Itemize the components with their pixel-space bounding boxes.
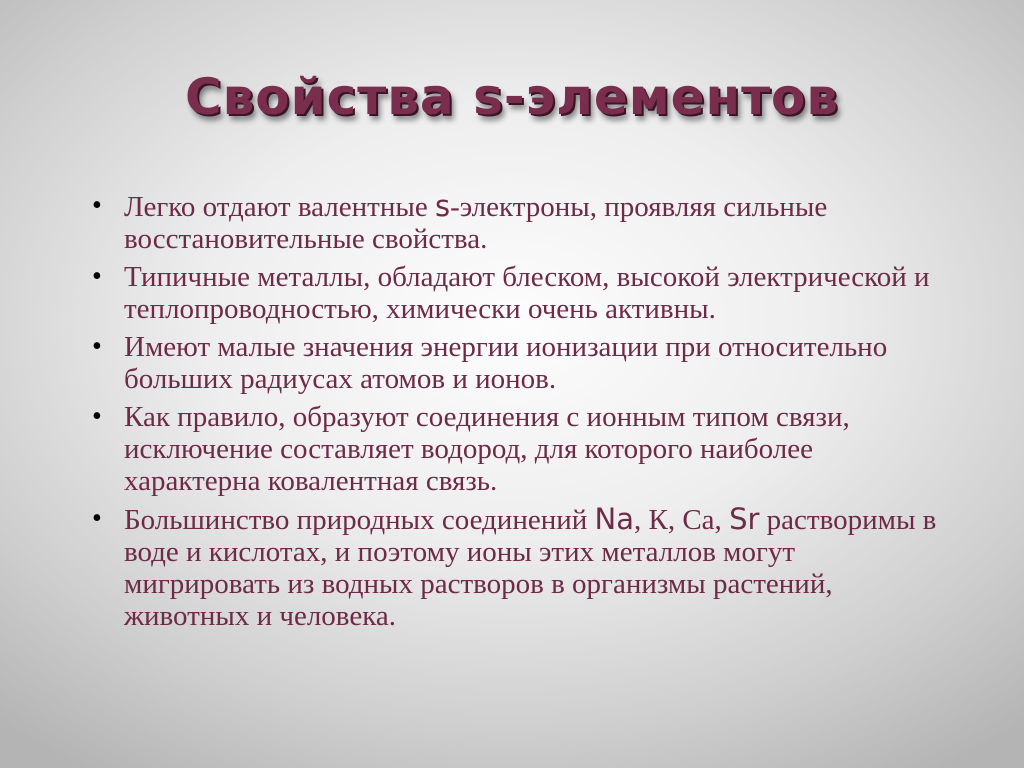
- bullet-dot: •: [92, 401, 102, 432]
- bullet-text: , К, Са,: [634, 504, 730, 536]
- bullet-item: [92, 401, 942, 497]
- bullet-text: Большинство природных соединений: [124, 504, 595, 536]
- bullet-text: -электроны, проявляя сильные восстановительные свойства.: [124, 191, 828, 255]
- bullet-text: растворимы в воде и кислотах, и поэтому ионы этих металлов могут мигрировать из водных растворов в организмы растений, животных и человека.: [124, 504, 937, 632]
- bullet-dot: •: [92, 503, 102, 534]
- strontium-symbol: Sr: [729, 502, 760, 536]
- bullet-text: Имеют малые значения энергии ионизации при относительно больших радиусах атомов и ионов.: [124, 331, 888, 395]
- bullet-item: [92, 261, 942, 325]
- bullet-dot: •: [92, 331, 102, 362]
- s-letter: s: [434, 189, 451, 223]
- bullet-item: [92, 331, 942, 395]
- bullet-item: [92, 503, 942, 632]
- bullet-dot: •: [92, 190, 102, 221]
- bullet-item: [92, 190, 942, 255]
- bullet-dot: •: [92, 261, 102, 292]
- sodium-symbol: Na: [594, 502, 634, 536]
- bullet-text: Как правило, образуют соединения с ионным типом связи, исключение составляет водород, для которого наиболее характерна ковалентная связь.: [124, 401, 850, 497]
- bullet-list: [92, 190, 942, 638]
- bullet-text: Типичные металлы, обладают блеском, высокой электрической и теплопроводностью, химически очень активны.: [124, 261, 930, 325]
- slide-title: Свойства s-элементов: [184, 68, 840, 126]
- bullet-text: Легко отдают валентные: [124, 191, 435, 223]
